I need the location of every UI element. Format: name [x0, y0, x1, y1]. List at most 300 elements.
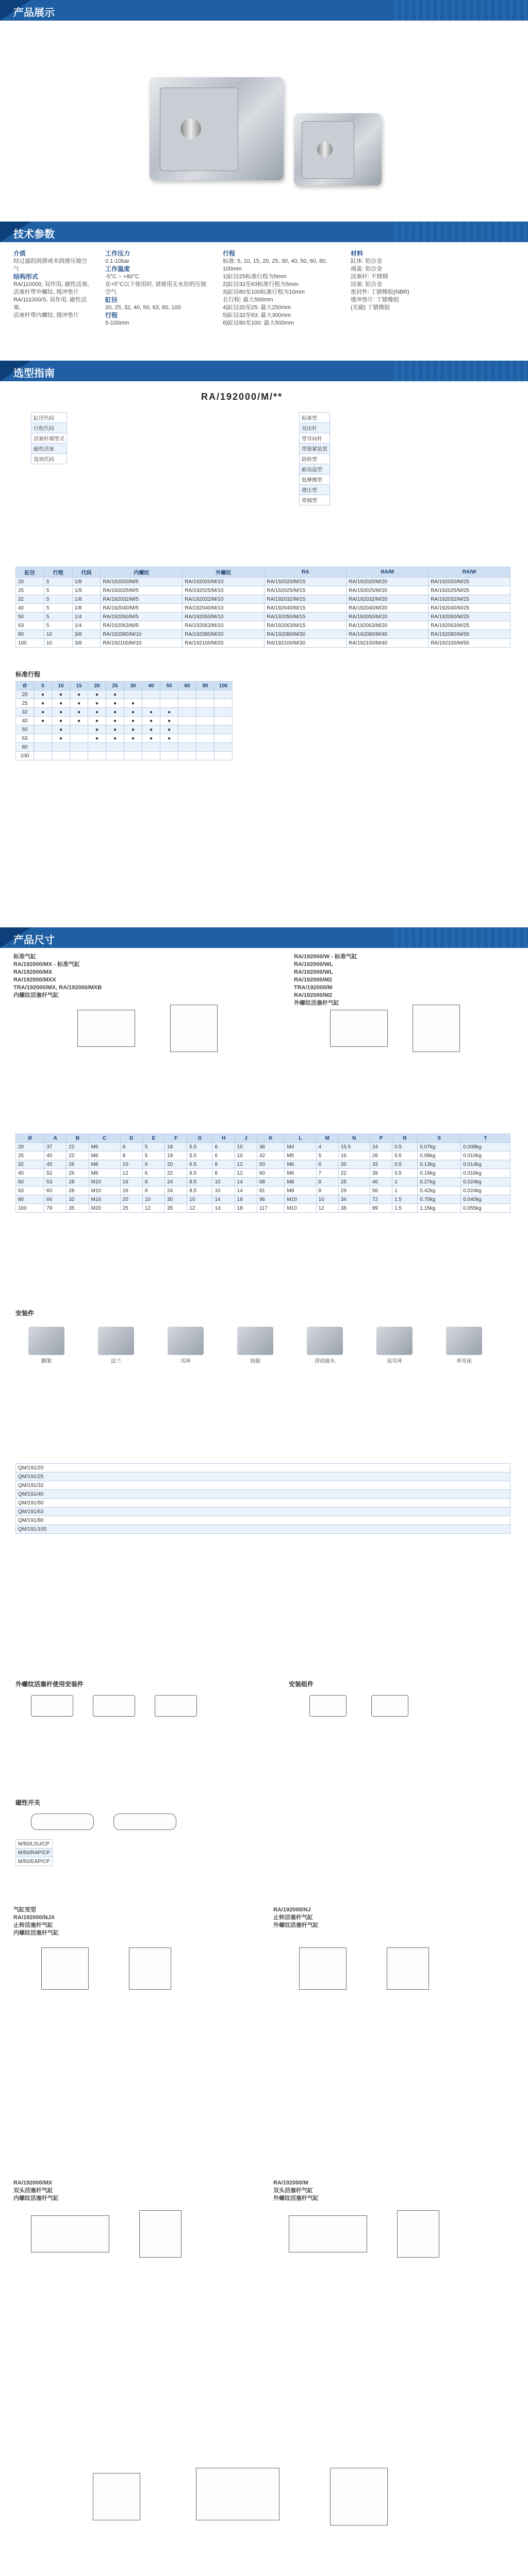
variant-5-front: [330, 2468, 388, 2526]
dims-cell: 1.15kg: [418, 1204, 461, 1213]
accessories-left-title: 外螺纹活塞杆使用安装件: [15, 1681, 84, 1688]
dims-cell: 24: [165, 1187, 187, 1195]
dims-cell: 60: [44, 1187, 67, 1195]
stroke-cell: [196, 734, 214, 743]
dims-cell: M10: [89, 1178, 120, 1187]
dims-cell: 10: [235, 1143, 257, 1151]
dims-cell: 8: [120, 1151, 142, 1160]
variant-3-drawing: [31, 2215, 109, 2252]
dims-cell: 20: [120, 1195, 142, 1204]
dims-row: [16, 1151, 510, 1160]
dims-cell: 79: [44, 1204, 67, 1213]
selection-row: [16, 613, 510, 621]
accessory-image-5: [371, 1695, 408, 1717]
dims-cell: 16: [120, 1187, 142, 1195]
dims-cell: 10: [187, 1195, 212, 1204]
mount-code-row: [16, 1499, 510, 1507]
stroke-cell: ●: [142, 717, 160, 725]
stroke-cell: [70, 725, 88, 734]
dims-cell: 0.5: [392, 1160, 418, 1169]
stroke-cell: ●: [160, 708, 178, 717]
drawing-front-view: [170, 1005, 218, 1052]
dims-cell: 22: [165, 1169, 187, 1178]
dims-cell: 24: [370, 1143, 392, 1151]
stroke-cell: [88, 752, 106, 760]
dims-cell: 8.5: [187, 1187, 212, 1195]
stroke-header: 5: [34, 682, 52, 690]
dims-cell: 0.010kg: [461, 1151, 510, 1160]
selection-table: 缸径 行程 代码 内螺纹 外螺纹 RA RA/M RA/W 20 5 1/8 RA/192020/M/5 RA/192020/M/10 RA/192020/M/15 RA/192020/M/20 RA/192020/M/25 25 5 1/8 RA/192025/M/5 RA/192025/M/10 RA/192025/M/15 RA/192025/M/20 RA/192025/M/25 32 5 1/8 RA/192032/M/5 RA/192032/M/10 RA/192032/M/15 RA/192032/M/20 RA/192032/M/25 40 5 1/8 RA/192040/M/5 RA/192040/M/10 RA/192040/M/15 RA/192040/M/20 RA/192040/M/25 50 5 1/4 RA/192050/M/5 RA/192050/M/10 RA/192050/M/15 RA/192050/M/20 RA/192050/M/25 63 5 1/4 RA/192063/M/5 RA/192063/M/10 RA/192063/M/15 RA/192063/M/20 RA/192063/M/25 80 10 3/8 RA/192080/M/10 RA/192080/M/20 RA/192080/M/30 RA/192080/M/40 RA/192080/M/50 100 10 3/8 RA/192100/M/10 RA/192100/M/20 RA/192100/M/30 RA/192100/M/40 RA/192100/M/50: [15, 567, 510, 648]
order-options-right: 标准型 双出杆 带导向杆 带锁紧装置 防转型 耐高温型 低摩擦型 增压型 带阀型: [299, 412, 330, 505]
dims-cell: 12: [187, 1204, 212, 1213]
stroke-cell: 40: [16, 717, 34, 725]
mount-code: QM/191/25: [16, 1472, 510, 1481]
selection-cell: 80: [16, 630, 44, 639]
selection-cell: 3/8: [72, 639, 101, 648]
order-legend-left: 缸径代码 行程代码 活塞杆端型式 磁性活塞 选项代码: [31, 412, 67, 464]
dims-header: R: [392, 1134, 418, 1143]
dims-cell: 6: [142, 1169, 164, 1178]
dims-cell: 4: [316, 1143, 338, 1151]
dims-header: E: [142, 1134, 164, 1143]
stroke-cell: [178, 725, 196, 734]
stroke-row: [16, 752, 233, 760]
dims-cell: 5: [142, 1143, 164, 1151]
selection-cell: RA/192040/M/10: [183, 604, 265, 613]
dims-cell: 12: [235, 1160, 257, 1169]
dims-cell: 12: [235, 1169, 257, 1178]
dims-cell: 0.024kg: [461, 1178, 510, 1187]
dims-cell: 32: [67, 1195, 89, 1204]
dims-header: M: [316, 1134, 338, 1143]
selection-row: [16, 639, 510, 648]
dims-cell: 0.5: [392, 1151, 418, 1160]
stroke-row: [16, 743, 233, 752]
selection-cell: RA/192100/M/20: [183, 639, 265, 648]
section-title: 技术参数: [13, 229, 55, 240]
dims-cell: 8.5: [187, 1178, 212, 1187]
dims-cell: 10: [316, 1195, 338, 1204]
dims-row: [16, 1195, 510, 1204]
stroke-matrix: [15, 681, 233, 760]
dims-cell: 18: [235, 1204, 257, 1213]
sensor-image-2: [113, 1814, 176, 1830]
dims-cell: 52: [44, 1169, 67, 1178]
dims-header: N: [338, 1134, 370, 1143]
selection-cell: 5: [44, 604, 72, 613]
selection-cell: 63: [16, 621, 44, 630]
stroke-cell: [106, 752, 124, 760]
stroke-header: 100: [214, 682, 233, 690]
dims-cell: 50: [16, 1178, 44, 1187]
dims-cell: 40: [16, 1169, 44, 1178]
selection-row: [16, 586, 510, 595]
selection-cell: 1/4: [72, 613, 101, 621]
dims-cell: 56: [370, 1187, 392, 1195]
dims-cell: 35: [165, 1204, 187, 1213]
dims-cell: M6: [285, 1169, 316, 1178]
dims-cell: 1: [392, 1178, 418, 1187]
dims-title-right: RA/192000/W - 标准气缸 RA/192000/WL RA/192000/WL RA/192000/M2 TRA/192000/M RA/192000/M2 外螺纹活塞杆气缸: [294, 954, 357, 1006]
selection-cell: RA/192025/M/20: [346, 586, 428, 595]
sensor-title: 磁性开关: [15, 1799, 41, 1806]
dims-cell: 22: [338, 1169, 370, 1178]
dims-cell: M4: [285, 1143, 316, 1151]
dims-cell: 12: [142, 1204, 164, 1213]
stroke-cell: [70, 743, 88, 752]
dims-cell: 18: [235, 1195, 257, 1204]
selection-cell: 1/8: [72, 604, 101, 613]
dims-cell: 10: [235, 1151, 257, 1160]
stroke-row: [16, 708, 233, 717]
dims-cell: 80: [16, 1195, 44, 1204]
dims-cell: 6.5: [187, 1160, 212, 1169]
sensor-table: M/50/LSU/CP M/50/RAP/CP M/50/EAP/CP: [15, 1839, 53, 1866]
stroke-cell: [142, 752, 160, 760]
dims-cell: 0.08kg: [418, 1151, 461, 1160]
dims-cell: 0.13kg: [418, 1160, 461, 1169]
mount-label: 法兰: [111, 1359, 121, 1364]
drawing-side-view-2: [330, 1010, 388, 1047]
tech-col-3: 行程 标准: 5, 10, 15, 20, 25, 30, 40, 50, 60, 80, 100mm 1)缸径25标准行程为5mm 2)缸径32至63标准行程为5mm 3)缸径80至100标准行程为10mm 长行程: 最大500mm 4)缸径20至25: 最大250mm 5)缸径32至63: 最大300mm 6)缸径80至100: 最大500mm: [223, 250, 327, 326]
dims-cell: M6: [285, 1160, 316, 1169]
stroke-cell: ●: [106, 708, 124, 717]
stroke-cell: [124, 690, 142, 699]
dims-header: T: [461, 1134, 510, 1143]
dims-cell: M6: [89, 1151, 120, 1160]
mount-image: [307, 1327, 343, 1355]
stroke-row: [16, 725, 233, 734]
mount-image: [98, 1327, 134, 1355]
mount-code-table: [15, 1463, 510, 1534]
selection-cell: 5: [44, 621, 72, 630]
dims-cell: 15.5: [338, 1143, 370, 1151]
dims-cell: 81: [257, 1187, 285, 1195]
stroke-header: 30: [124, 682, 142, 690]
dims-cell: 10: [120, 1160, 142, 1169]
variant-4-title: RA/192000/M 双头活塞杆气缸 外螺纹活塞杆气缸: [273, 2180, 319, 2201]
dims-cell: 0.024kg: [461, 1187, 510, 1195]
stroke-cell: [34, 725, 52, 734]
dims-header: Ø: [16, 1134, 44, 1143]
stroke-cell: [196, 717, 214, 725]
dims-cell: 14: [235, 1178, 257, 1187]
dims-cell: 12: [316, 1204, 338, 1213]
drawing-side-view: [77, 1010, 135, 1047]
section-title: 产品尺寸: [13, 935, 55, 946]
dims-cell: 22: [67, 1143, 89, 1151]
dims-row: [16, 1187, 510, 1195]
selection-cell: RA/192040/M/20: [346, 604, 428, 613]
stroke-cell: ●: [106, 690, 124, 699]
stroke-cell: ●: [88, 690, 106, 699]
stroke-cell: [34, 752, 52, 760]
stroke-cell: [70, 752, 88, 760]
selection-cell: RA/192080/M/10: [101, 630, 183, 639]
mount-image: [446, 1327, 482, 1355]
selection-cell: RA/192063/M/15: [265, 621, 346, 630]
stroke-cell: ●: [34, 690, 52, 699]
dims-row: [16, 1143, 510, 1151]
stroke-header: Ø: [16, 682, 34, 690]
stroke-cell: ●: [88, 725, 106, 734]
dims-cell: 63: [16, 1187, 44, 1195]
selection-row: [16, 604, 510, 613]
stroke-cell: ●: [142, 708, 160, 717]
section-title: 选型指南: [13, 368, 55, 379]
cylinder-large-image: [150, 77, 284, 180]
variant-1-drawing: [41, 1947, 89, 1990]
dims-cell: 0.70kg: [418, 1195, 461, 1204]
section-banner-product-display: [0, 0, 528, 21]
product-photo: [0, 21, 528, 216]
selection-cell: RA/192025/M/15: [265, 586, 346, 595]
mount-code: QM/191/63: [16, 1507, 510, 1516]
stroke-cell: [34, 743, 52, 752]
stroke-cell: [178, 699, 196, 708]
stroke-cell: [214, 699, 233, 708]
dims-header: K: [257, 1134, 285, 1143]
selection-row: [16, 630, 510, 639]
dims-cell: 8: [212, 1169, 235, 1178]
stroke-cell: [124, 743, 142, 752]
mount-code-row: [16, 1490, 510, 1499]
mount-label: 铰接: [250, 1359, 260, 1364]
dims-cell: 5: [142, 1151, 164, 1160]
dims-cell: 5.5: [187, 1143, 212, 1151]
stroke-cell: ●: [52, 717, 70, 725]
mount-code-row: [16, 1472, 510, 1481]
selection-cell: RA/192050/M/5: [101, 613, 183, 621]
stroke-cell: [214, 725, 233, 734]
mount-label: 浮动接头: [315, 1359, 335, 1364]
stroke-cell: [214, 690, 233, 699]
dims-cell: 1: [392, 1187, 418, 1195]
stroke-cell: ●: [124, 708, 142, 717]
stroke-cell: [34, 734, 52, 743]
stroke-cell: [142, 690, 160, 699]
dims-cell: 14: [212, 1204, 235, 1213]
dims-cell: 8: [142, 1187, 164, 1195]
stroke-cell: [106, 743, 124, 752]
stroke-header: 80: [196, 682, 214, 690]
dims-cell: 14: [212, 1195, 235, 1204]
stroke-cell: ●: [160, 725, 178, 734]
dims-cell: 28: [67, 1178, 89, 1187]
stroke-cell: [160, 743, 178, 752]
dims-cell: 26: [67, 1169, 89, 1178]
mount-code-row: [16, 1507, 510, 1516]
stroke-cell: [70, 734, 88, 743]
selection-cell: RA/192100/M/10: [101, 639, 183, 648]
stroke-header: 60: [178, 682, 196, 690]
dims-cell: 6: [316, 1160, 338, 1169]
stroke-cell: [196, 743, 214, 752]
mount-code: QM/191/100: [16, 1525, 510, 1534]
dims-cell: 16: [120, 1178, 142, 1187]
variant-4-front: [397, 2210, 439, 2258]
stroke-cell: [214, 752, 233, 760]
dims-cell: 1.5: [392, 1204, 418, 1213]
stroke-cell: [214, 734, 233, 743]
dims-cell: 22: [67, 1151, 89, 1160]
dims-row: [16, 1160, 510, 1169]
mount-item: [364, 1321, 425, 1368]
stroke-cell: [178, 752, 196, 760]
tech-col-4: 材料 缸体: 铝合金 端盖: 铝合金 活塞杆: 不锈钢 活塞: 铝合金 密封件: 丁腈橡胶(NBR) 缓冲垫片: 丁腈橡胶 (无磁) 丁腈橡胶: [351, 250, 409, 311]
mount-item: [224, 1321, 286, 1368]
stroke-cell: ●: [88, 699, 106, 708]
mount-item: [85, 1321, 147, 1368]
mount-code-row: [16, 1464, 510, 1472]
selection-cell: 10: [44, 630, 72, 639]
variant-4-drawing: [289, 2215, 367, 2252]
stroke-cell: ●: [70, 699, 88, 708]
mount-label: 双耳环: [387, 1359, 402, 1364]
selection-cell: 1/8: [72, 595, 101, 604]
dims-row: [16, 1204, 510, 1213]
dims-cell: 1.5: [392, 1195, 418, 1204]
selection-cell: RA/192063/M/25: [428, 621, 510, 630]
dims-cell: 32: [16, 1160, 44, 1169]
accessory-image-4: [309, 1695, 346, 1717]
selection-cell: RA/192080/M/50: [428, 630, 510, 639]
dims-cell: 5: [316, 1151, 338, 1160]
dims-cell: 8: [316, 1187, 338, 1195]
dims-header: A: [44, 1134, 67, 1143]
dims-cell: M10: [285, 1195, 316, 1204]
dims-cell: 10: [212, 1187, 235, 1195]
stroke-cell: ●: [106, 699, 124, 708]
dims-header: D: [120, 1134, 142, 1143]
mounting-gallery: [15, 1321, 510, 1455]
dims-cell: 0.055kg: [461, 1204, 510, 1213]
selection-cell: 1/8: [72, 578, 101, 586]
selection-cell: 100: [16, 639, 44, 648]
selection-cell: 10: [44, 639, 72, 648]
dims-cell: 0.42kg: [418, 1187, 461, 1195]
dims-cell: 0.016kg: [461, 1169, 510, 1178]
stroke-cell: ●: [34, 699, 52, 708]
stroke-cell: [160, 699, 178, 708]
selection-cell: RA/192032/M/10: [183, 595, 265, 604]
stroke-cell: [52, 743, 70, 752]
drawing-front-view-2: [412, 1005, 460, 1052]
dims-cell: 46: [370, 1178, 392, 1187]
accessory-image-2: [93, 1695, 135, 1717]
dims-cell: 45: [44, 1160, 67, 1169]
dims-cell: 25: [16, 1151, 44, 1160]
dims-cell: 24: [165, 1178, 187, 1187]
selection-cell: RA/192025/M/5: [101, 586, 183, 595]
selection-cell: 5: [44, 613, 72, 621]
mount-item: [155, 1321, 217, 1368]
selection-row: [16, 621, 510, 630]
selection-cell: RA/192050/M/10: [183, 613, 265, 621]
dims-header: B: [67, 1134, 89, 1143]
dims-cell: 34: [338, 1195, 370, 1204]
dims-cell: 10: [212, 1178, 235, 1187]
selection-cell: RA/192020/M/25: [428, 578, 510, 586]
dims-cell: 39: [370, 1169, 392, 1178]
selection-cell: 5: [44, 595, 72, 604]
dims-header: F: [165, 1134, 187, 1143]
selection-cell: RA/192032/M/20: [346, 595, 428, 604]
stroke-header: 25: [106, 682, 124, 690]
dims-cell: M20: [89, 1204, 120, 1213]
dims-cell: 0.008kg: [461, 1143, 510, 1151]
dims-cell: 7: [316, 1169, 338, 1178]
stroke-cell: 50: [16, 725, 34, 734]
section-banner-tech-params: [0, 222, 528, 242]
selection-cell: 5: [44, 586, 72, 595]
dims-cell: 8: [316, 1178, 338, 1187]
variant-5-side: [196, 2468, 279, 2520]
selection-cell: RA/192040/M/25: [428, 604, 510, 613]
stroke-cell: [178, 690, 196, 699]
dims-cell: 0.27kg: [418, 1178, 461, 1187]
stroke-cell: [178, 743, 196, 752]
stroke-cell: ●: [106, 734, 124, 743]
dims-cell: 53: [44, 1178, 67, 1187]
dims-cell: M8: [89, 1169, 120, 1178]
variant-2-front: [387, 1947, 429, 1990]
dims-cell: 12: [120, 1169, 142, 1178]
selection-cell: RA/192025/M/10: [183, 586, 265, 595]
stroke-cell: ●: [160, 734, 178, 743]
stroke-cell: 25: [16, 699, 34, 708]
stroke-header: 10: [52, 682, 70, 690]
selection-cell: RA/192020/M/15: [265, 578, 346, 586]
selection-cell: RA/192020/M/5: [101, 578, 183, 586]
dims-cell: 6: [212, 1143, 235, 1151]
stroke-cell: [178, 708, 196, 717]
dims-cell: M8: [285, 1187, 316, 1195]
dims-cell: 40: [44, 1151, 67, 1160]
stroke-cell: [196, 752, 214, 760]
stroke-cell: ●: [88, 717, 106, 725]
selection-cell: 25: [16, 586, 44, 595]
variant-5-top-left: [93, 2473, 140, 2520]
selection-cell: RA/192100/M/30: [265, 639, 346, 648]
dims-cell: 72: [370, 1195, 392, 1204]
accessory-image-3: [155, 1695, 197, 1717]
stroke-table-title: 标准行程: [15, 671, 41, 678]
stroke-cell: 100: [16, 752, 34, 760]
variant-2-drawing: [299, 1947, 346, 1990]
dims-header: J: [235, 1134, 257, 1143]
stroke-cell: ●: [70, 717, 88, 725]
section-title: 产品展示: [13, 7, 55, 19]
dims-cell: 33: [370, 1160, 392, 1169]
dims-cell: 25: [120, 1204, 142, 1213]
variant-1-title: 气缸变型 RA/192000/NJX 止转活塞杆气缸 内螺纹活塞杆气缸: [13, 1907, 59, 1936]
stroke-cell: 20: [16, 690, 34, 699]
dims-cell: M6: [89, 1143, 120, 1151]
stroke-cell: ●: [124, 734, 142, 743]
stroke-row: [16, 717, 233, 725]
dims-cell: 68: [257, 1178, 285, 1187]
stroke-cell: ●: [70, 708, 88, 717]
selection-cell: 5: [44, 578, 72, 586]
dims-cell: 29: [338, 1187, 370, 1195]
mount-code-row: [16, 1516, 510, 1525]
mount-image: [376, 1327, 412, 1355]
tech-params-grid: [13, 250, 508, 327]
section-banner-selection: [0, 361, 528, 381]
stroke-cell: [124, 752, 142, 760]
dims-cell: 6: [120, 1143, 142, 1151]
